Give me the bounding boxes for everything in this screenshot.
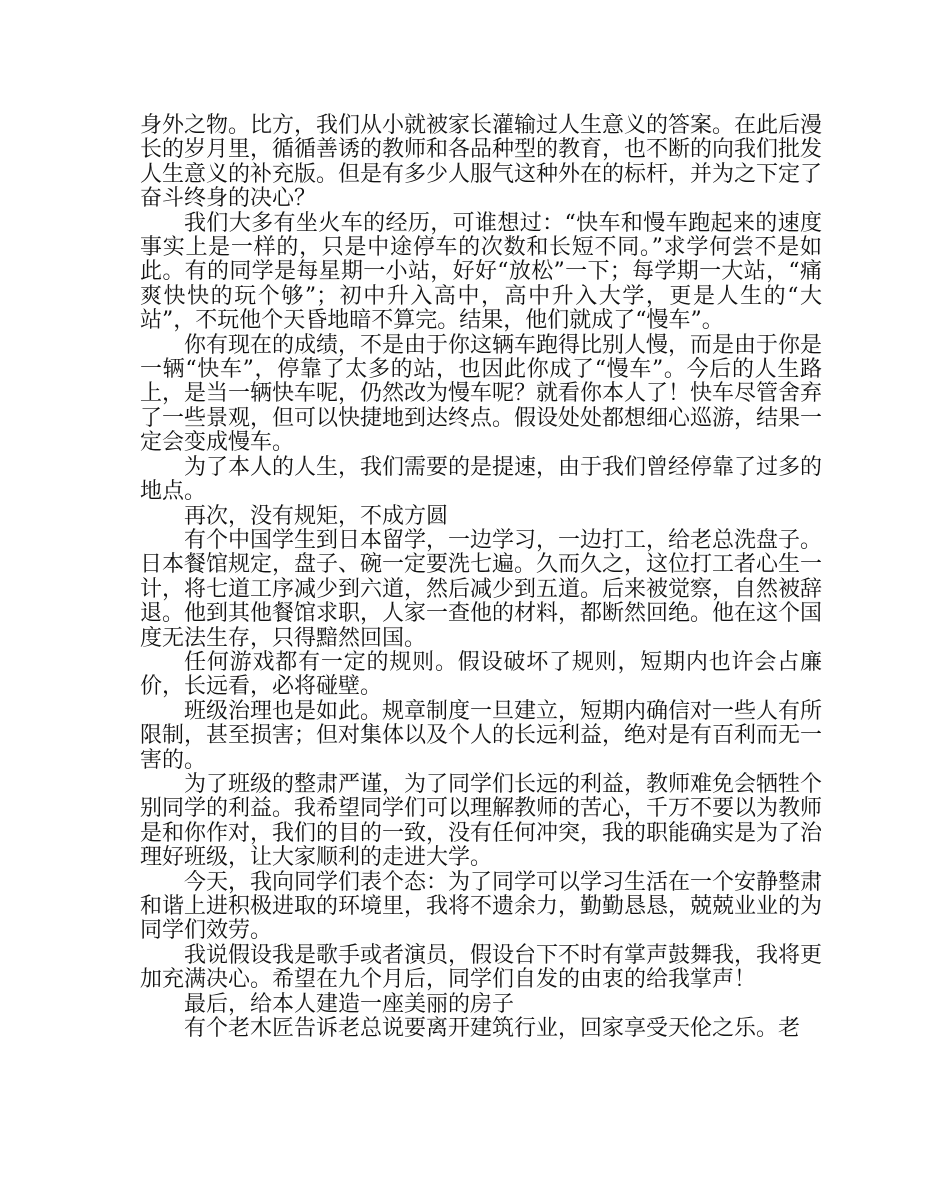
section-heading: 最后，给本人建造一座美丽的房子	[184, 991, 515, 1017]
section-heading: 再次，没有规矩，不成方圆	[184, 503, 449, 529]
paragraph: 我说假设我是歌手或者演员，假设台下不时有掌声鼓舞我，我将更加充满决心。希望在九个月后，同学们自发的由衷的给我掌声！	[140, 942, 823, 993]
paragraph: 为了班级的整肃严谨，为了同学们长远的利益，教师难免会牺牲个别同学的利益。我希望同学们可以理解教师的苦心，千万不要以为教师是和你作对，我们的目的一致，没有任何冲突，我的职能确实是为了治理好班级，让大家顺利的走进大学。	[140, 771, 823, 871]
paragraph: 你有现在的成绩，不是由于你这辆车跑得比别人慢，而是由于你是一辆“快车”，停靠了太多的站，也因此你成了“慢车”。今后的人生路上，是当一辆快车呢，仍然改为慢车呢？就看你本人了！快车尽管舍弃了一些景观，但可以快捷地到达终点。假设处处都想细心巡游，结果一定会变成慢车。	[140, 332, 823, 456]
document-page	[140, 114, 822, 1041]
paragraph: 有个中国学生到日本留学，一边学习，一边打工，给老总洗盘子。日本餐馆规定，盘子、碗一定要洗七遍。久而久之，这位打工者心生一计，将七道工序减少到六道，然后减少到五道。后来被觉察，自然被辞退。他到其他餐馆求职，人家一查他的材料，都断然回绝。他在这个国度无法生存，只得黯然回国。	[140, 527, 823, 651]
paragraph: 为了本人的人生，我们需要的是提速，由于我们曾经停靠了过多的地点。	[140, 454, 823, 505]
paragraph: 我们大多有坐火车的经历，可谁想过：“快车和慢车跑起来的速度事实上是一样的，只是中途停车的次数和长短不同。”求学何尝不是如此。有的同学是每星期一小站，好好“放松”一下；每学期一大站，“痛爽快快的玩个够”；初中升入高中，高中升入大学，更是人生的“大站”，不玩他个天昏地暗不算完。结果，他们就成了“慢车”。	[140, 210, 822, 334]
paragraph: 班级治理也是如此。规章制度一旦建立，短期内确信对一些人有所限制，甚至损害；但对集体以及个人的长远利益，绝对是有百利而无一害的。	[140, 698, 823, 773]
paragraph: 身外之物。比方，我们从小就被家长灌输过人生意义的答案。在此后漫长的岁月里，循循善诱的教师和各品种型的教育，也不断的向我们批发人生意义的补充版。但是有多少人服气这种外在的标杆，并为之下定了奋斗终身的决心？	[140, 113, 823, 212]
paragraph: 今天，我向同学们表个态：为了同学可以学习生活在一个安静整肃和谐上进积极进取的环境里，我将不遗余力，勤勤恳恳，兢兢业业的为同学们效劳。	[140, 869, 823, 944]
paragraph: 有个老木匠告诉老总说要离开建筑行业，回家享受天伦之乐。老	[184, 1016, 801, 1042]
paragraph: 任何游戏都有一定的规则。假设破坏了规则，短期内也许会占廉价，长远看，必将碰壁。	[140, 649, 822, 700]
